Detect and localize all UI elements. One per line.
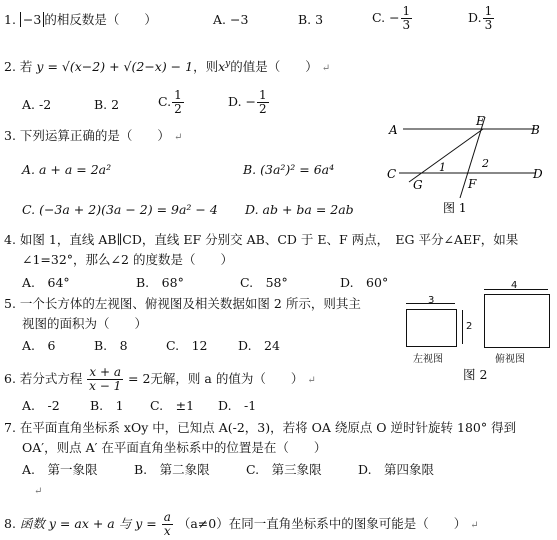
option-a: A. −3	[213, 12, 249, 27]
option-c: C. − $\frac{1}{3}$	[372, 4, 411, 32]
question-4-line-1	[4, 232, 518, 248]
top-view-label: 俯视图	[495, 354, 525, 365]
option-b: B. 68°	[136, 275, 184, 290]
option-b: B. 8	[94, 338, 128, 353]
option-c: C. (−3a + 2)(3a − 2) = 9a² − 4	[22, 202, 218, 217]
question-stem: 的相反数是（ ）	[44, 12, 157, 27]
question-number: 7.	[4, 420, 16, 435]
option-a: A. -2	[22, 97, 52, 112]
label-g: G	[413, 178, 423, 192]
question-number: 3.	[4, 128, 16, 143]
angle-1-label: 1	[439, 161, 446, 174]
question-1	[4, 12, 157, 28]
question-stem: 在平面直角坐标系 xOy 中，已知点 A(-2，3)，若将 OA 绕原点 O 逆时针旋转 180° 得到	[19, 420, 517, 435]
option-c: C. ±1	[150, 398, 195, 413]
option-b: B. (3a²)² = 6a⁴	[243, 162, 335, 177]
equation: 函数 y = ax + a 与 y =	[19, 516, 157, 531]
question-7-line-2: OA′，则点 A′ 在平面直角坐标系中的位置是在（ ）	[22, 440, 327, 455]
question-stem: （a≠0）在同一直角坐标系中的图象可能是（ ）	[177, 516, 467, 531]
label-e: E	[476, 114, 485, 128]
option-d: D. 24	[238, 338, 280, 353]
angle-2-label: 2	[482, 157, 489, 170]
top-view-rect	[484, 294, 550, 348]
question-3: 3. 下列运算正确的是（ ） ↵	[4, 128, 183, 143]
fraction: $\frac{a}{x}$	[163, 510, 171, 538]
top-view-width: 4	[511, 280, 518, 291]
question-7-line-1	[4, 420, 516, 436]
label-c: C	[387, 167, 397, 181]
question-number: 1.	[4, 12, 16, 27]
option-d: D. 60°	[340, 275, 389, 290]
left-view-label: 左视图	[413, 354, 443, 365]
option-b: B. 第二象限	[134, 462, 210, 477]
figure-caption: 图 1	[443, 201, 467, 215]
option-c: C. 第三象限	[246, 462, 322, 477]
question-4-line-2: ∠1=32°，那么∠2 的度数是（ ）	[22, 252, 233, 267]
option-b: B. 2	[94, 97, 120, 112]
question-5-line-2: 视图的面积为（ ）	[22, 316, 148, 331]
question-5-line-1	[4, 296, 361, 312]
figure-1	[385, 112, 553, 218]
question-number: 6.	[4, 371, 16, 386]
option-d: D. 第四象限	[358, 462, 435, 477]
question-number: 8.	[4, 516, 16, 531]
left-view-width: 3	[428, 295, 435, 306]
option-b: B. 3	[298, 12, 324, 27]
line-eg	[409, 129, 483, 182]
option-a: A. 第一象限	[22, 462, 98, 477]
option-d: D. ab + ba = 2ab	[245, 202, 354, 217]
question-number: 5.	[4, 296, 16, 311]
option-d: D. − $\frac{1}{2}$	[228, 88, 267, 116]
option-c: C. 12	[166, 338, 208, 353]
option-a: A. -2	[22, 398, 60, 413]
option-b: B. 1	[90, 398, 124, 413]
option-a: A. 6	[22, 338, 56, 353]
dimension-line	[484, 289, 548, 290]
label-d: D	[533, 167, 543, 181]
option-c: C. 58°	[240, 275, 288, 290]
question-2: 2. 若 y = √(x−2) + √(2−x) − 1，则$x^y$的值是（ ） ↵	[4, 59, 331, 75]
paragraph-mark: ↵	[34, 486, 43, 497]
figure-caption: 图 2	[463, 367, 488, 382]
absolute-value: −3	[20, 12, 44, 27]
label-f: F	[468, 177, 477, 191]
option-d: D. -1	[218, 398, 257, 413]
question-8: 8. 函数 y = ax + a 与 y = $\frac{a}{x}$ （a≠0）在同一直角坐标系中的图象可能是（ ） ↵	[4, 510, 479, 538]
option-d: D. $\frac{1}{3}$	[468, 4, 493, 32]
question-number: 2.	[4, 59, 16, 75]
question-stem: 如图 1，直线 AB∥CD，直线 EF 分别交 AB、CD 于 E、F 两点， EG 平分∠AEF，如果	[19, 232, 519, 247]
option-a: A. 64°	[22, 275, 70, 290]
question-number: 4.	[4, 232, 16, 247]
equation: y = √(x−2) + √(2−x) − 1	[36, 59, 194, 75]
left-view-rect	[406, 309, 457, 347]
fraction: $\frac{x + a}{x - 1}$	[89, 365, 122, 393]
dimension-line	[406, 303, 455, 304]
question-stem: 一个长方体的左视图、俯视图及相关数据如图 2 所示，则其主	[19, 296, 361, 311]
left-view-height: 2	[466, 321, 473, 332]
label-b: B	[531, 123, 540, 137]
question-stem: 下列运算正确的是（ ）	[19, 128, 170, 143]
label-a: A	[389, 123, 398, 137]
dimension-line	[462, 310, 463, 344]
option-c: C. $\frac{1}{2}$	[158, 88, 182, 116]
option-a: A. a + a = 2a²	[22, 162, 112, 177]
question-6: 6. 若分式方程 $\frac{x + a}{x - 1}$ = 2无解，则 a 的值为（ ） ↵	[4, 365, 316, 393]
